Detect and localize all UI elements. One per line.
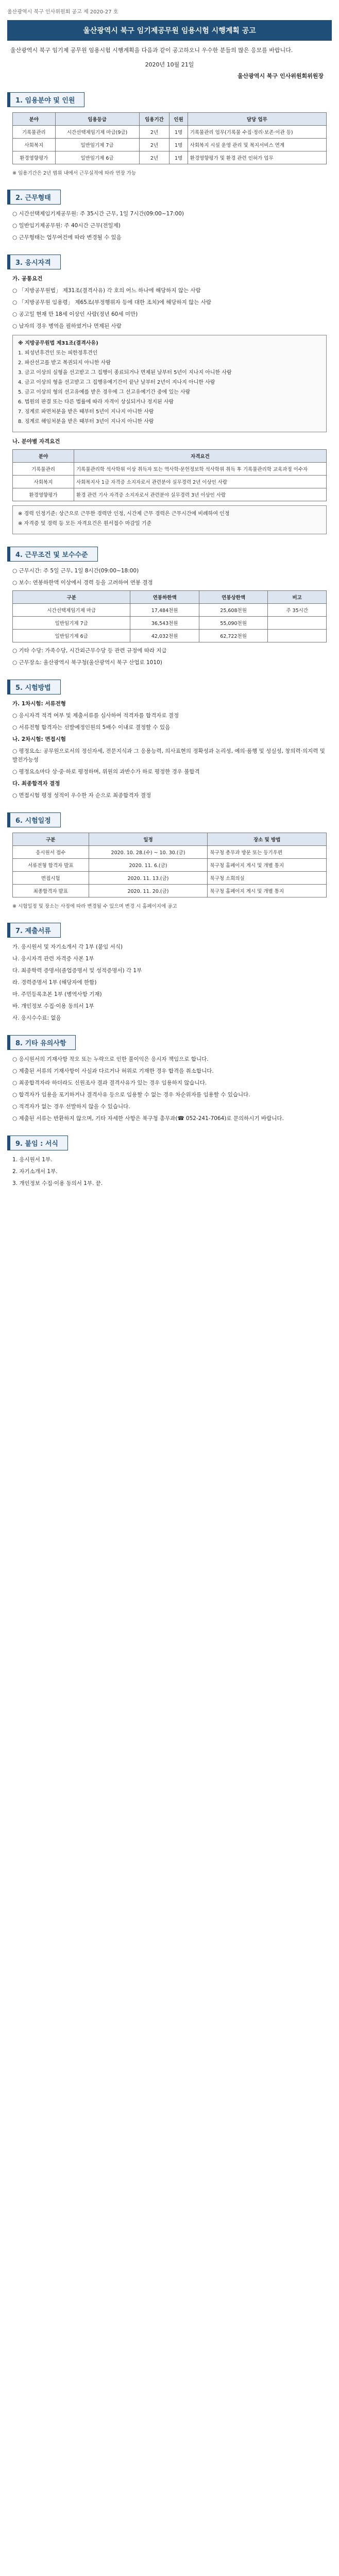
section-heading bbox=[7, 923, 332, 938]
table-cell: 환경영향평가 bbox=[13, 151, 56, 164]
table-cell: 36,543천원 bbox=[130, 617, 199, 630]
list-item: 1. 응시원서 1부. bbox=[12, 1157, 53, 1163]
table-row bbox=[13, 630, 327, 642]
section-3-title: 3. 응시자격 bbox=[7, 255, 61, 269]
table-cell: 사회복지 시설 운영 관리 및 복지서비스 연계 bbox=[188, 139, 326, 151]
table-row bbox=[13, 488, 327, 501]
table-header: 장소 및 방법 bbox=[208, 833, 327, 846]
table-cell: 2020. 11. 13.(금) bbox=[89, 872, 208, 885]
list-item: 6. 법원의 판결 또는 다른 법률에 따라 자격이 상실되거나 정지된 사람 bbox=[18, 399, 174, 405]
work-conditions-extra bbox=[0, 647, 339, 667]
table-cell: 환경영향평가 및 환경 관련 인허가 업무 bbox=[188, 151, 326, 164]
eligibility-text bbox=[0, 275, 339, 331]
table-header: 비고 bbox=[268, 591, 327, 604]
section-9-title: 9. 붙임 : 서식 bbox=[7, 1136, 68, 1150]
table-header: 구분 bbox=[13, 591, 130, 604]
exam-method-text bbox=[0, 700, 339, 800]
table-cell: 북구청 총무과 방문 또는 등기우편 bbox=[208, 846, 327, 859]
table-cell: 일반임기제 7급 bbox=[13, 617, 130, 630]
table-cell: 주 35시간 bbox=[268, 604, 327, 617]
intro-text: 울산광역시 북구 임기제 공무원 임용시험 시행계획을 다음과 같이 공고하오니 우수한 분들의 많은 응모를 바랍니다. bbox=[10, 47, 293, 54]
table-cell: 최종합격자 발표 bbox=[13, 885, 89, 897]
section-1-title: 1. 임용분야 및 인원 bbox=[7, 92, 84, 107]
table-row bbox=[13, 151, 327, 164]
list-item: 가. 응시원서 및 자기소개서 각 1부 (붙임 서식) bbox=[12, 944, 123, 950]
list-item: ○ 면접시험 평정 성적이 우수한 자 순으로 최종합격자 결정 bbox=[12, 792, 151, 799]
list-item: ○ 근무형태는 업무여건에 따라 변경될 수 있음 bbox=[12, 234, 122, 241]
table-cell bbox=[268, 630, 327, 642]
table-row bbox=[13, 476, 327, 488]
section-heading bbox=[7, 92, 332, 107]
table-cell: 사회복지 bbox=[13, 139, 56, 151]
list-item: 마. 주민등록초본 1부 (병역사항 기재) bbox=[12, 991, 102, 997]
list-item: ○ 서류전형 합격자는 선발예정인원의 5배수 이내로 결정할 수 있음 bbox=[12, 724, 171, 731]
subsection-title: 가. 공통요건 bbox=[12, 276, 43, 282]
table-cell: 응시원서 접수 bbox=[13, 846, 89, 859]
table-header: 인원 bbox=[170, 113, 188, 126]
table-cell: 북구청 홈페이지 게시 및 개별 통지 bbox=[208, 885, 327, 897]
list-item: 사. 응시수수료: 없음 bbox=[12, 1015, 61, 1021]
issuing-org: 울산광역시 북구 인사위원회위원장 bbox=[237, 73, 324, 79]
disqualification-box bbox=[12, 335, 327, 432]
list-item: 바. 개인정보 수집·이용 동의서 1부 bbox=[12, 1003, 94, 1009]
list-item: ○ 적격자가 없는 경우 선발하지 않을 수 있습니다. bbox=[12, 1104, 130, 1110]
section-8-title: 8. 기타 유의사항 bbox=[7, 1035, 76, 1050]
list-item: 8. 징계로 해임처분을 받은 때부터 3년이 지나지 아니한 사람 bbox=[18, 419, 154, 425]
attachments-text bbox=[0, 1156, 339, 1188]
list-item: ○ 보수: 연봉하한액 이상에서 경력 등을 고려하여 연봉 결정 bbox=[12, 580, 153, 586]
list-item: 2. 자기소개서 1부. bbox=[12, 1168, 58, 1175]
list-item: 5. 금고 이상의 형의 선고유예를 받은 경우에 그 선고유예기간 중에 있는 사람 bbox=[18, 389, 191, 395]
table-cell: 25,608천원 bbox=[199, 604, 267, 617]
list-item: ○ 근무시간: 주 5일 근무, 1일 8시간(09:00~18:00) bbox=[12, 568, 139, 574]
table-header: 연봉하한액 bbox=[130, 591, 199, 604]
list-item: 라. 경력증명서 1부 (해당자에 한함) bbox=[12, 979, 97, 986]
list-item: ○ 평정요소: 공무원으로서의 정신자세, 전문지식과 그 응용능력, 의사표현의 정확성과 논리성, 예의·품행 및 성실성, 창의력·의지력 및 발전가능성 bbox=[12, 748, 325, 763]
requirements-table bbox=[12, 449, 327, 501]
table-row bbox=[13, 139, 327, 151]
table-cell: 서류전형 합격자 발표 bbox=[13, 859, 89, 872]
table-cell: 기록물관리학 석사학위 이상 취득자 또는 역사학·문헌정보학 석사학위 취득 후 기록물관리학 교육과정 이수자 bbox=[74, 463, 327, 476]
table-header: 담당 업무 bbox=[188, 113, 326, 126]
table-row bbox=[13, 604, 327, 617]
box-title: ※ 지방공무원법 제31조(결격사유) bbox=[18, 341, 98, 346]
subsection-title: 나. 2차시험: 면접시험 bbox=[12, 736, 66, 742]
table-note: ※ 임용기간은 2년 범위 내에서 근무실적에 따라 연장 가능 bbox=[12, 171, 137, 176]
table-row bbox=[13, 872, 327, 885]
table-cell: 2년 bbox=[139, 126, 170, 139]
work-type-text bbox=[0, 210, 339, 242]
section-heading bbox=[7, 1035, 332, 1050]
section-heading bbox=[7, 190, 332, 205]
table-cell: 1명 bbox=[170, 139, 188, 151]
table-cell: 1명 bbox=[170, 151, 188, 164]
notice-number: 울산광역시 북구 인사위원회 공고 제 2020-27 호 bbox=[7, 9, 118, 15]
table-header: 임용기간 bbox=[139, 113, 170, 126]
subsection-title: 다. 최종합격자 결정 bbox=[12, 781, 60, 787]
section-heading bbox=[7, 812, 332, 827]
table-cell: 62,722천원 bbox=[199, 630, 267, 642]
section-4-title: 4. 근무조건 및 보수수준 bbox=[7, 547, 98, 562]
table-cell: 일반임기제 6급 bbox=[55, 151, 139, 164]
table-cell: 17,484천원 bbox=[130, 604, 199, 617]
table-cell: 환경 관련 기사 자격증 소지자로서 관련분야 실무경력 3년 이상인 사람 bbox=[74, 488, 327, 501]
table-row bbox=[13, 885, 327, 897]
table-header: 구분 bbox=[13, 833, 89, 846]
table-header: 일정 bbox=[89, 833, 208, 846]
table-cell: 2020. 11. 6.(금) bbox=[89, 859, 208, 872]
subsection-title: 나. 분야별 자격요건 bbox=[12, 438, 60, 445]
table-cell: 2020. 11. 20.(금) bbox=[89, 885, 208, 897]
schedule-table bbox=[12, 833, 327, 897]
list-item: 1. 피성년후견인 또는 피한정후견인 bbox=[18, 350, 98, 356]
list-item: ○ 제출된 서류의 기재사항이 사실과 다르거나 허위로 기재한 경우 합격을 취소합니다. bbox=[12, 1068, 214, 1074]
career-criteria-box bbox=[12, 505, 327, 534]
subsection-title: 가. 1차시험: 서류전형 bbox=[12, 701, 66, 707]
list-item: 3. 개인정보 수집·이용 동의서 1부. 끝. bbox=[12, 1180, 103, 1187]
section-heading bbox=[7, 255, 332, 269]
schedule-note: ※ 시험일정 및 장소는 사정에 따라 변경될 수 있으며 변경 시 홈페이지에 공고 bbox=[12, 904, 177, 909]
table-cell: 일반임기제 7급 bbox=[55, 139, 139, 151]
table-row bbox=[13, 617, 327, 630]
section-heading bbox=[7, 680, 332, 694]
table-header: 자격요건 bbox=[74, 450, 327, 463]
table-cell: 2년 bbox=[139, 151, 170, 164]
page-title: 울산광역시 북구 임기제공무원 임용시험 시행계획 공고 bbox=[7, 20, 332, 41]
table-row bbox=[13, 463, 327, 476]
table-cell bbox=[268, 617, 327, 630]
table-row bbox=[13, 846, 327, 859]
section-6-title: 6. 시험일정 bbox=[7, 812, 61, 827]
table-cell: 2020. 10. 28.(수) ~ 10. 30.(금) bbox=[89, 846, 208, 859]
list-item: ○ 제출된 서류는 반환하지 않으며, 기타 자세한 사항은 북구청 총무과(☎ 052-241-7064)로 문의하시기 바랍니다. bbox=[12, 1115, 284, 1122]
notice-date: 2020년 10월 21일 bbox=[145, 61, 194, 68]
list-item: ○ 응시원서의 기재사항 착오 또는 누락으로 인한 불이익은 응시자 책임으로 합니다. bbox=[12, 1056, 209, 1062]
table-header: 분야 bbox=[13, 113, 56, 126]
table-cell: 사회복지 bbox=[13, 476, 74, 488]
documents-text bbox=[0, 943, 339, 1023]
table-row bbox=[13, 859, 327, 872]
table-cell: 북구청 소회의실 bbox=[208, 872, 327, 885]
section-heading bbox=[7, 547, 332, 562]
list-item: ○ 공고일 현재 만 18세 이상인 사람(정년 60세 미만) bbox=[12, 311, 138, 317]
list-item: ○ 일반임기제공무원: 주 40시간 근무(전일제) bbox=[12, 223, 121, 229]
table-cell: 사회복지사 1급 자격증 소지자로서 관련분야 실무경력 2년 이상인 사람 bbox=[74, 476, 327, 488]
table-cell: 일반임기제 6급 bbox=[13, 630, 130, 642]
list-item: ○ 근무장소: 울산광역시 북구청(울산광역시 북구 산업로 1010) bbox=[12, 659, 162, 666]
table-cell: 기록물관리 업무(기록물 수집·정리·보존·이관 등) bbox=[188, 126, 326, 139]
table-cell: 55,090천원 bbox=[199, 617, 267, 630]
table-cell: 2년 bbox=[139, 139, 170, 151]
table-cell: 북구청 홈페이지 게시 및 개별 통지 bbox=[208, 859, 327, 872]
section-5-title: 5. 시험방법 bbox=[7, 680, 61, 694]
list-item: 나. 응시자격 관련 자격증 사본 1부 bbox=[12, 956, 94, 962]
section-2-title: 2. 근무형태 bbox=[7, 190, 61, 205]
work-conditions-text bbox=[0, 567, 339, 587]
table-header: 임용등급 bbox=[55, 113, 139, 126]
list-item: ○ 「지방공무원법」 제31조(결격사유) 각 호의 어느 하나에 해당하지 않는 사람 bbox=[12, 287, 201, 294]
table-header: 연봉상한액 bbox=[199, 591, 267, 604]
list-item: ○ 남자의 경우 병역을 필하였거나 면제된 사람 bbox=[12, 323, 122, 329]
table-cell: 시간선택제임기제 마급 bbox=[13, 604, 130, 617]
list-item: ○ 응시자격 적격 여부 및 제출서류를 심사하여 적격자를 합격자로 결정 bbox=[12, 713, 179, 719]
list-item: ○ 최종합격자라 하더라도 신원조사 결과 결격사유가 있는 경우 임용하지 않습니다. bbox=[12, 1080, 207, 1086]
list-item: ○ 「지방공무원 임용령」 제65조(부정행위자 등에 대한 조치)에 해당하지 않는 사람 bbox=[12, 299, 212, 306]
list-item: ○ 기타 수당: 가족수당, 시간외근무수당 등 관련 규정에 따라 지급 bbox=[12, 648, 167, 654]
list-item: 2. 파산선고를 받고 복권되지 아니한 사람 bbox=[18, 360, 111, 366]
list-item: ○ 시간선택제임기제공무원: 주 35시간 근무, 1일 7시간(09:00~17:00) bbox=[12, 211, 184, 217]
table-cell: 42,032천원 bbox=[130, 630, 199, 642]
list-item: ※ 자격증 및 경력 등 모든 자격요건은 원서접수 마감일 기준 bbox=[18, 521, 152, 527]
table-cell: 시간선택제임기제 마급(9급) bbox=[55, 126, 139, 139]
section-heading bbox=[7, 1136, 332, 1150]
list-item: ○ 평정요소마다 상·중·하로 평정하며, 위원의 과반수가 하로 평정한 경우 불합격 bbox=[12, 769, 200, 775]
table-cell: 1명 bbox=[170, 126, 188, 139]
section-7-title: 7. 제출서류 bbox=[7, 923, 61, 938]
list-item: ※ 경력 인정기준: 상근으로 근무한 경력만 인정, 시간제 근무 경력은 근무시간에 비례하여 인정 bbox=[18, 511, 230, 517]
table-header: 분야 bbox=[13, 450, 74, 463]
positions-table bbox=[12, 112, 327, 164]
notes-text bbox=[0, 1055, 339, 1123]
table-row bbox=[13, 126, 327, 139]
table-cell: 면접시험 bbox=[13, 872, 89, 885]
table-cell: 환경영향평가 bbox=[13, 488, 74, 501]
table-cell: 기록물관리 bbox=[13, 126, 56, 139]
list-item: 다. 최종학력 증명서(졸업증명서 및 성적증명서) 각 1부 bbox=[12, 968, 142, 974]
list-item: 7. 징계로 파면처분을 받은 때부터 5년이 지나지 아니한 사람 bbox=[18, 409, 154, 415]
table-cell: 기록물관리 bbox=[13, 463, 74, 476]
eligibility-sub bbox=[0, 437, 339, 446]
list-item: 4. 금고 이상의 형을 선고받고 그 집행유예기간이 끝난 날부터 2년이 지나지 아니한 사람 bbox=[18, 380, 215, 385]
list-item: 3. 금고 이상의 실형을 선고받고 그 집행이 종료되거나 면제된 날부터 5년이 지나지 아니한 사람 bbox=[18, 370, 232, 376]
salary-table bbox=[12, 590, 327, 642]
list-item: ○ 합격자가 임용을 포기하거나 결격사유 등으로 임용할 수 없는 경우 차순위자를 임용할 수 있습니다. bbox=[12, 1092, 250, 1098]
